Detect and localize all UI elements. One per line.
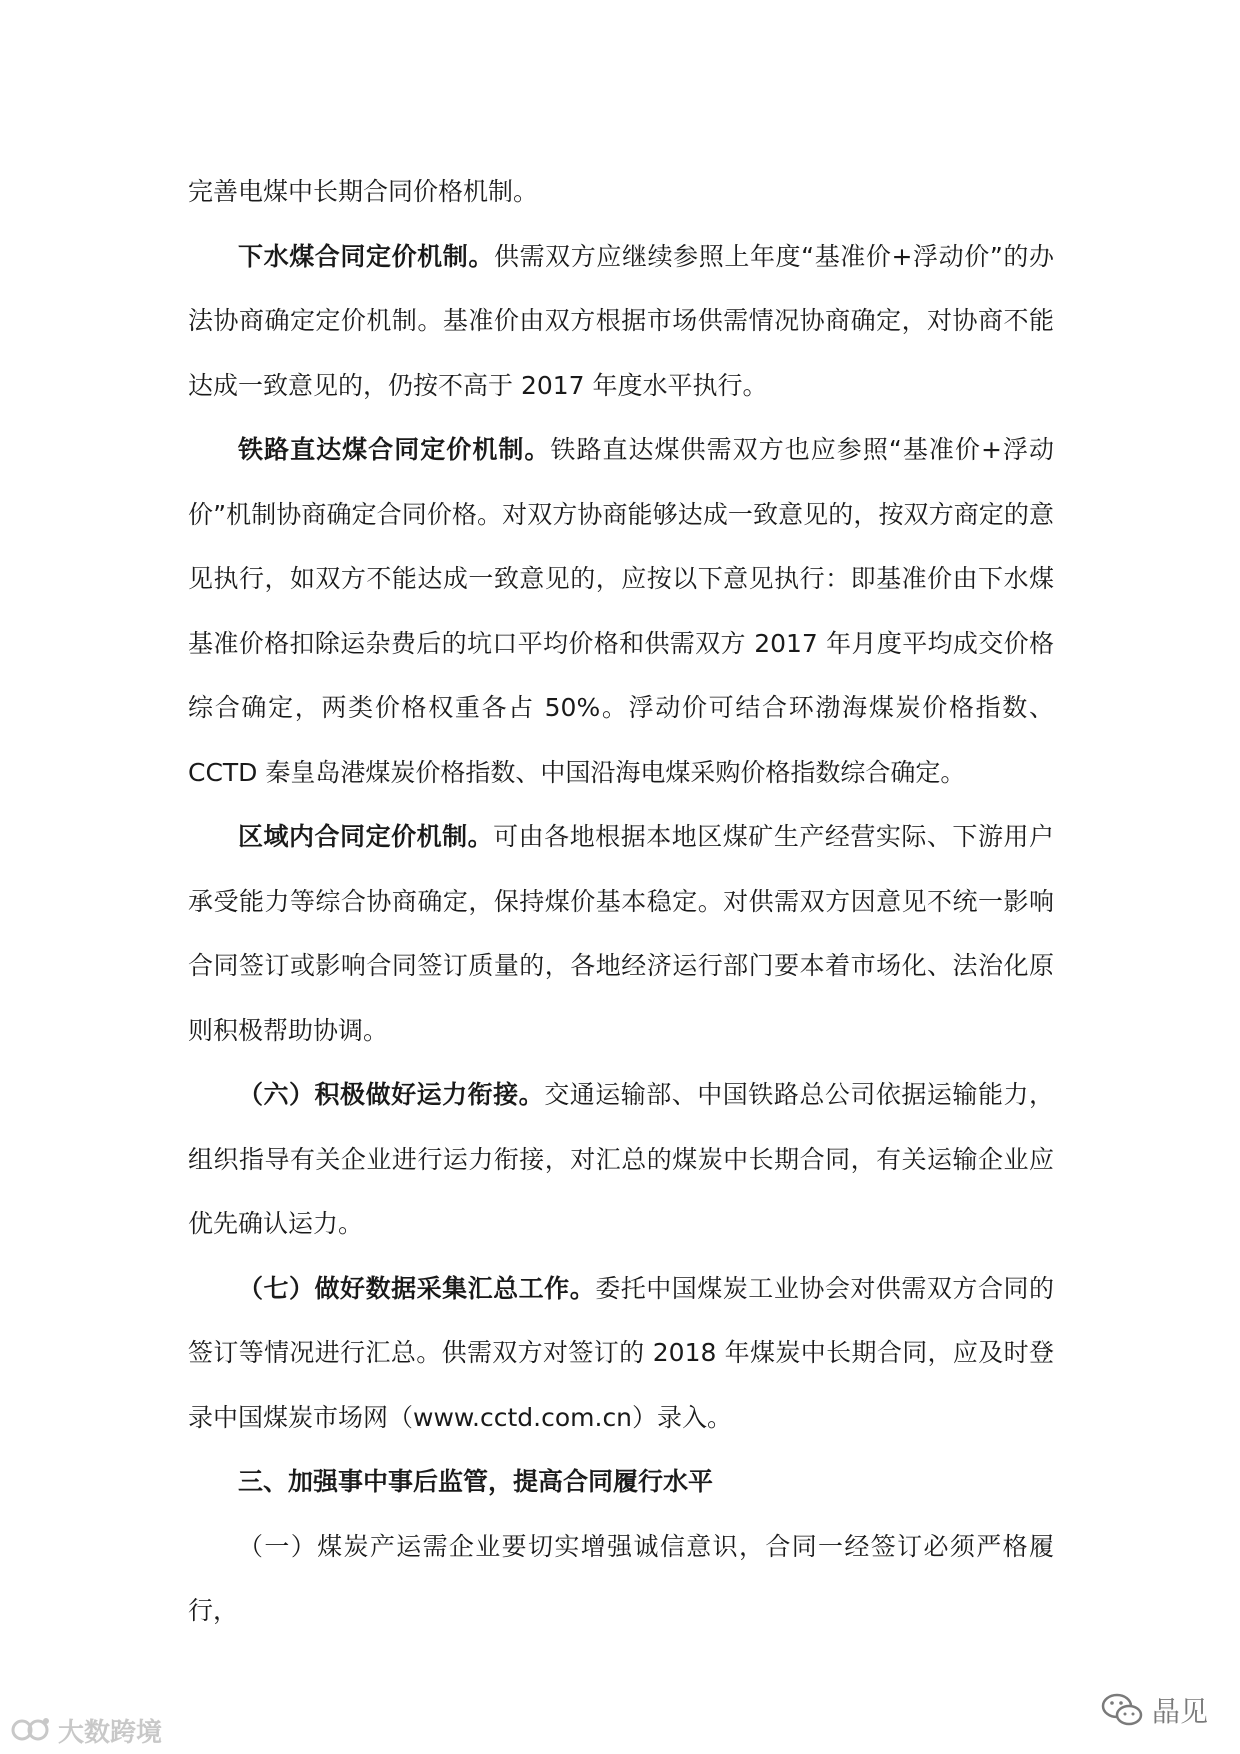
paragraph-text: （一）煤炭产运需企业要切实增强诚信意识，合同一经签订必须严格履行， [188,1531,1054,1625]
paragraph-heading: （六）积极做好运力衔接。 [238,1080,545,1109]
paragraph-text: 可由各地根据本地区煤矿生产经营实际、下游用户承受能力等综合协商确定，保持煤价基本稳定。对供需双方因意见不统一影响合同签订或影响合同签订质量的，各地经济运行部门要本着市场化、法治化原则积极帮助协调。 [188,822,1054,1045]
paragraph-text: 完善电煤中长期合同价格机制。 [188,177,539,206]
watermark-left-text: 大数跨境 [58,1717,163,1748]
paragraph-text: 供需双方应继续参照上年度“基准价+浮动价”的办法协商确定定价机制。基准价由双方根据市场供需情况协商确定，对协商不能达成一致意见的，仍按不高于 2017 年度水平执行。 [188,241,1054,400]
paragraph-heading: 下水煤合同定价机制。 [238,241,494,271]
document-body [188,160,1054,1644]
watermark-dashuju [10,1712,162,1748]
paragraph-5 [188,1063,1054,1257]
paragraph-4 [188,805,1054,1063]
wechat-icon [1100,1690,1144,1730]
paragraph-text: 铁路直达煤供需双方也应参照“基准价+浮动价”机制协商确定合同价格。对双方协商能够达成一致意见的，按双方商定的意见执行，如双方不能达成一致意见的，应按以下意见执行：即基准价由下水煤基准价格扣除运杂费后的坑口平均价格和供需双方 2017 年月度平均成交价格综合确定，两类价格权重各占 50%。浮动价可结合环渤海煤炭价格指数、CCTD 秦皇岛港煤炭价格指数、中国沿海电煤采购价格指数综合确定。 [188,435,1054,787]
watermark-wechat [1100,1688,1208,1732]
section-heading-text: 三、加强事中事后监管，提高合同履行水平 [238,1467,714,1496]
paragraph-1 [188,160,1054,225]
paragraph-heading: 区域内合同定价机制。 [238,822,494,851]
watermark-right-text: 晶见 [1152,1695,1209,1728]
dashuju-logo-icon [10,1715,52,1745]
paragraph-heading: （七）做好数据采集汇总工作。 [238,1273,596,1303]
paragraph-3 [188,418,1054,805]
paragraph-2 [188,225,1054,419]
paragraph-text: 交通运输部、中国铁路总公司依据运输能力，组织指导有关企业进行运力衔接，对汇总的煤炭中长期合同，有关运输企业应优先确认运力。 [188,1080,1054,1238]
section-heading [188,1450,1054,1515]
paragraph-6 [188,1257,1054,1451]
paragraph-heading: 铁路直达煤合同定价机制。 [238,435,551,464]
paragraph-8 [188,1515,1054,1644]
paragraph-text: 委托中国煤炭工业协会对供需双方合同的签订等情况进行汇总。供需双方对签订的 2018 年煤炭中长期合同，应及时登录中国煤炭市场网（www.cctd.com.cn）录入。 [188,1273,1054,1432]
